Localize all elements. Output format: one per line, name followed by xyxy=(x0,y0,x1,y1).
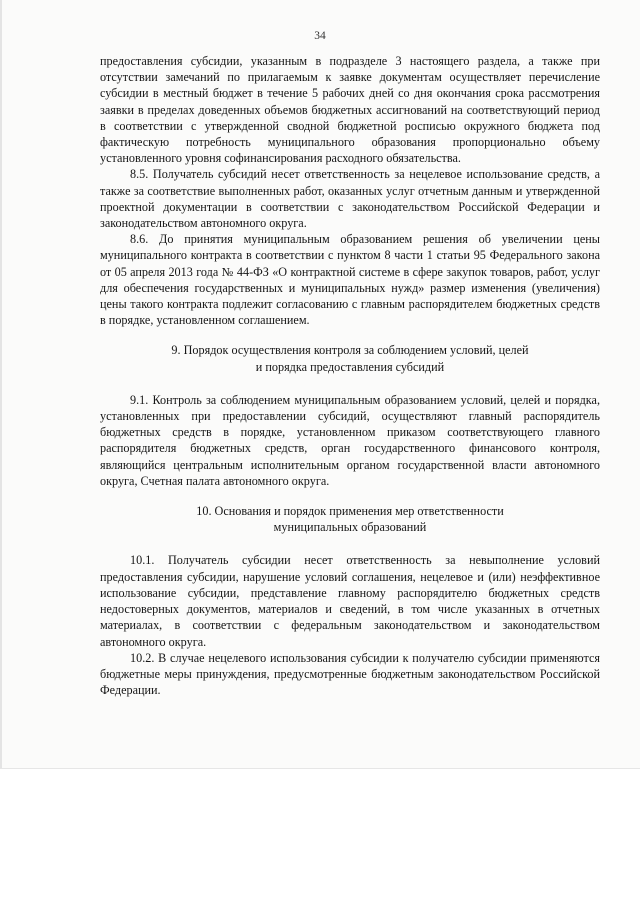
paragraph-8-6: 8.6. До принятия муниципальным образованием решения об увеличении цены муниципального контракта в соответствии с пунктом 8 части 1 статьи 95 Федерального закона от 05 апреля 2013 года № 44-ФЗ «О контрактной системе в сфере закупок товаров, работ, услуг для обеспечения государственных и муниципальных нужд» размер изменения (увеличения) цены такого контракта подлежит согласованию с главным распорядителем бюджетных средств в порядке, установленном соглашением. xyxy=(100,232,600,328)
document-body xyxy=(100,53,600,698)
section-9-heading-line1: 9. Порядок осуществления контроля за соблюдением условий, целей xyxy=(171,343,529,358)
section-10-heading-line2: муниципальных образований xyxy=(273,520,427,535)
scan-edge xyxy=(0,0,2,768)
paragraph-9-1: 9.1. Контроль за соблюдением муниципальным образованием условий, целей и порядка, установленных при предоставлении субсидий, осуществляют главный распорядитель бюджетных средств в порядке, установленном приказом соответствующего главного распорядителя бюджетных средств, орган государственного финансового контроля, являющийся центральным исполнительным органом государственной власти автономного округа, Счетная палата автономного округа. xyxy=(100,392,600,488)
section-10-heading xyxy=(100,503,600,535)
paragraph-continuation: предоставления субсидии, указанным в подразделе 3 настоящего раздела, а также при отсутствии замечаний по прилагаемым к заявке документам осуществляет перечисление субсидии в местный бюджет в течение 5 рабочих дней со дня окончания срока рассмотрения заявки в пределах доведенных объемов бюджетных ассигнований на соответствующий период в соответствии с утвержденной сводной бюджетной росписью окружного бюджета под фактическую потребность муниципального образования пропорционально объему установленного уровня софинансирования расходного обязательства. xyxy=(100,54,600,166)
section-9-heading-line2: и порядка предоставления субсидий xyxy=(255,359,445,374)
section-9-heading xyxy=(100,342,600,374)
section-10-heading-line1: 10. Основания и порядок применения мер ответственности xyxy=(196,504,504,519)
paragraph-10-2: 10.2. В случае нецелевого использования субсидии к получателю субсидии применяются бюджетные меры принуждения, предусмотренные бюджетным законодательством Российской Федерации. xyxy=(100,650,600,698)
paragraph-10-1: 10.1. Получатель субсидии несет ответственность за невыполнение условий предоставления субсидии, нарушение условий соглашения, нецелевое и (или) неэффективное использование субсидии, представление главному распорядителю бюджетных средств недостоверных документов, материалов и сведений, в том числе указанных в отчетных материалах, в соответствии с федеральным законодательством и законодательством автономного округа. xyxy=(100,553,600,649)
page-number: 34 xyxy=(314,30,326,42)
paragraph-8-5: 8.5. Получатель субсидий несет ответственность за нецелевое использование средств, а также за соответствие выполненных работ, оказанных услуг отчетным данным и утвержденной проектной документации в соответствии с законодательством Российской Федерации и законодательством автономного округа. xyxy=(100,167,600,231)
